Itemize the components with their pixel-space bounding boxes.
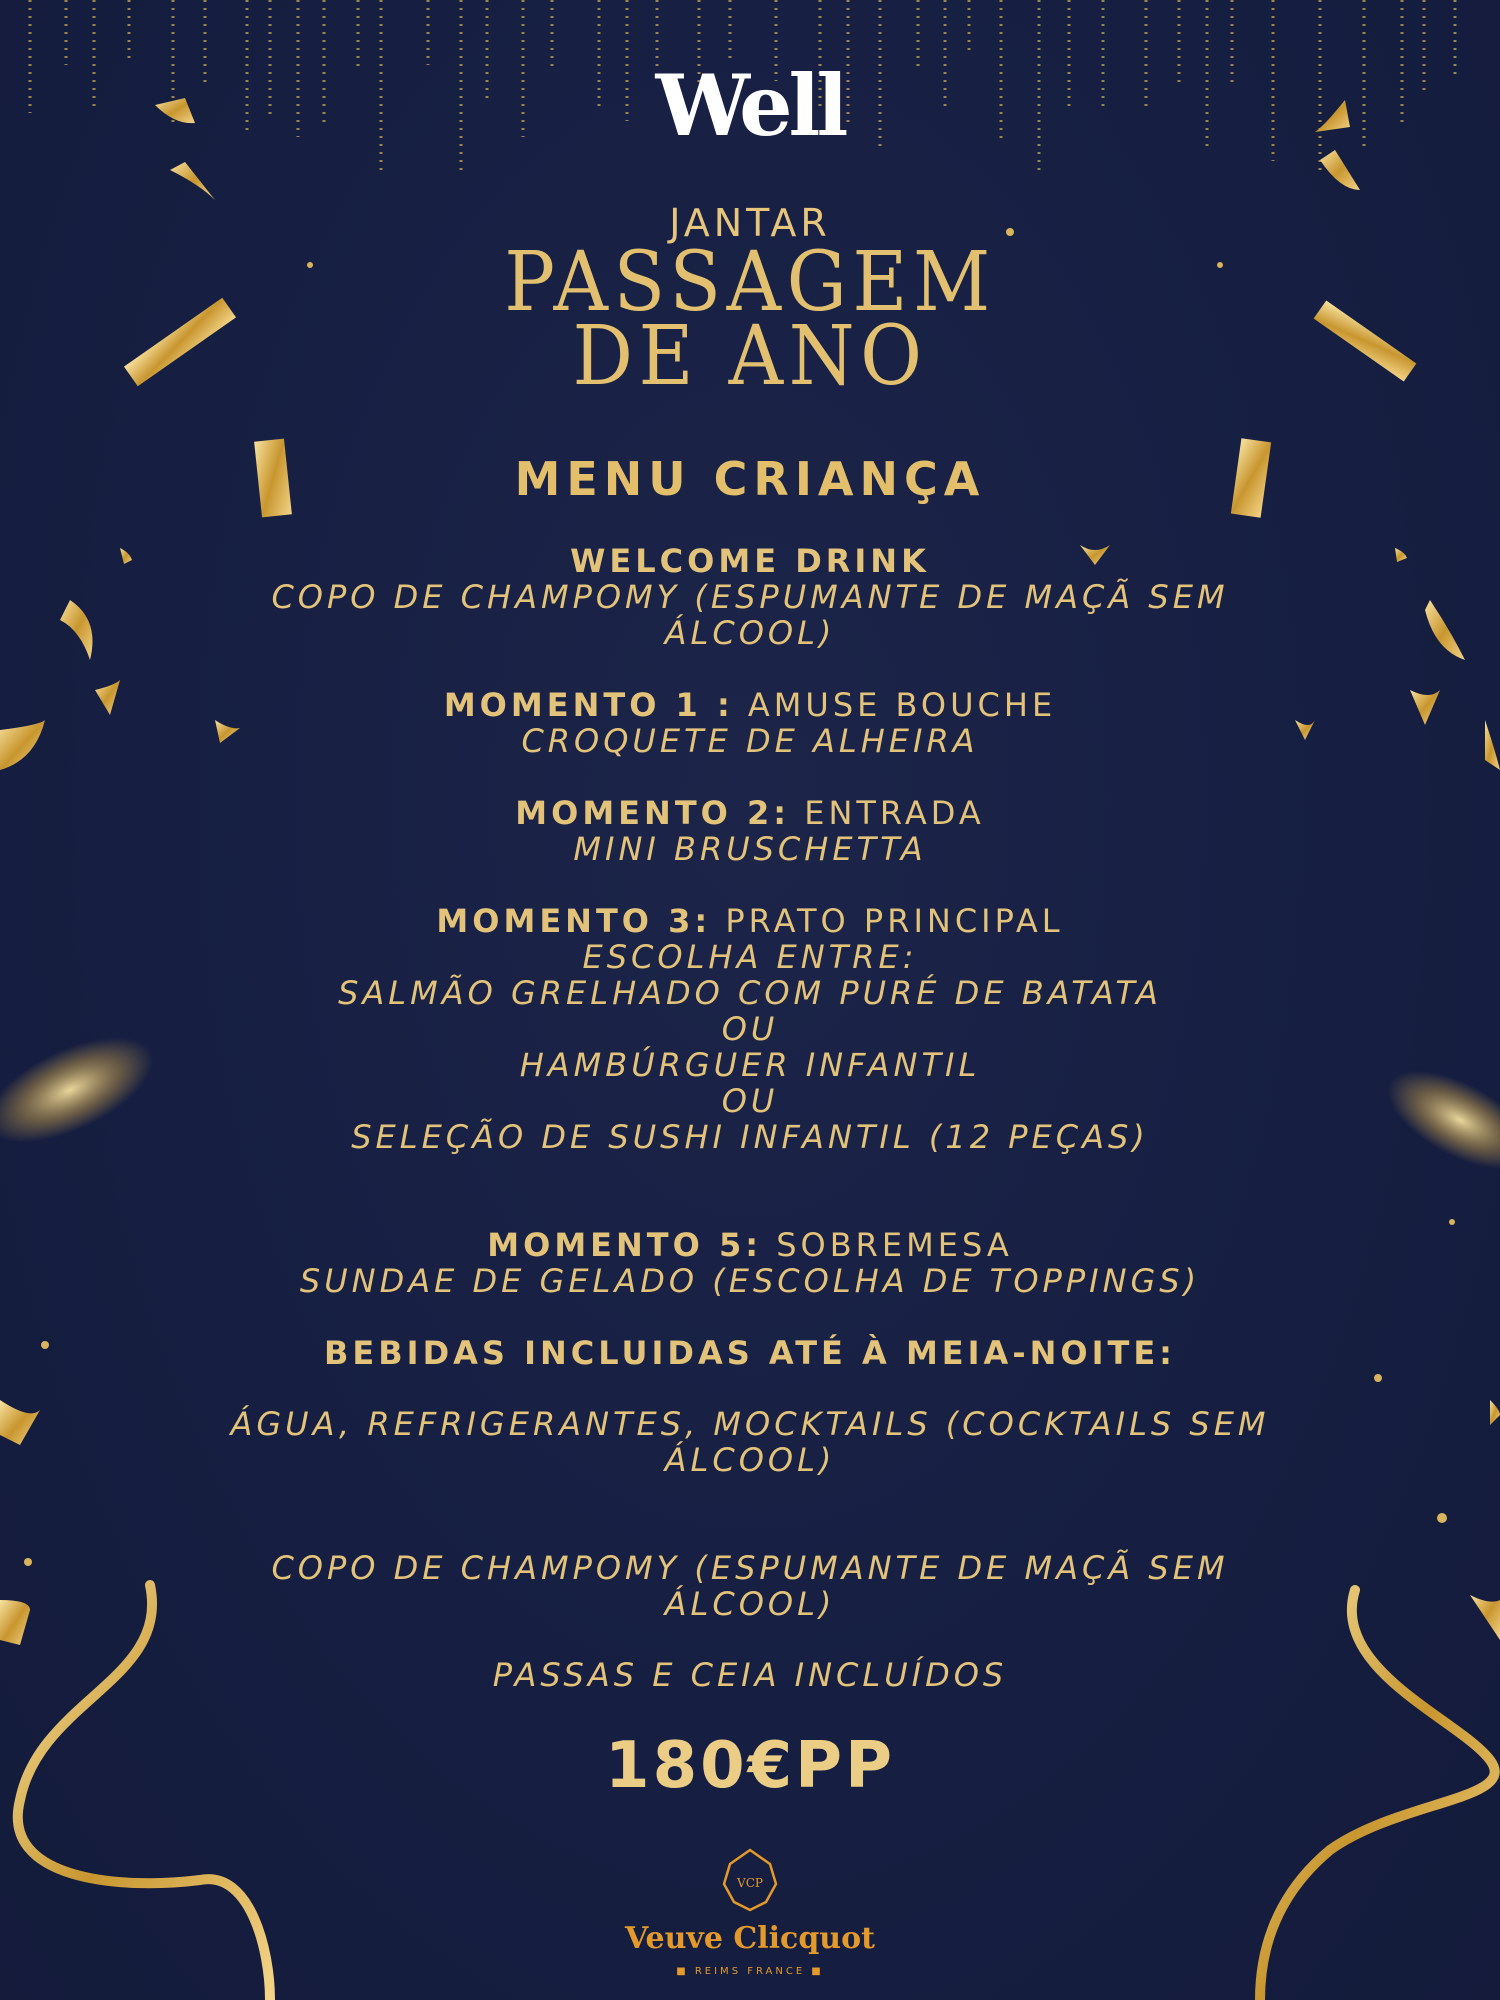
moment-1-item: CROQUETE DE ALHEIRA (521, 722, 979, 760)
moment-1-label: MOMENTO 1 : (443, 686, 734, 724)
sponsor-tagline: ■ REIMS FRANCE ■ (676, 1966, 824, 1977)
sponsor-name: Veuve Clicquot (625, 1921, 875, 1956)
brand-logo: Well (655, 56, 845, 155)
moment-2-section (160, 795, 1340, 867)
drinks-heading: BEBIDAS INCLUIDAS ATÉ À MEIA-NOITE: (324, 1334, 1176, 1372)
moment-3-heading (160, 903, 1340, 939)
moment-3-or-2: OU (721, 1082, 779, 1120)
moment-1-course: AMUSE BOUCHE (747, 686, 1057, 724)
drinks-list-line-1: ÁGUA, REFRIGERANTES, MOCKTAILS (COCKTAILS SEM (230, 1405, 1270, 1443)
moment-1-heading (160, 687, 1340, 723)
moment-3-option-1: SALMÃO GRELHADO COM PURÉ DE BATATA (338, 974, 1162, 1012)
event-title-line-2: DE ANO (572, 309, 928, 404)
moment-3-choose: ESCOLHA ENTRE: (582, 938, 918, 976)
sponsor-logo (600, 1846, 900, 1986)
welcome-drink-item-cont: ÁLCOOL) (664, 614, 836, 652)
moment-3-label: MOMENTO 3: (436, 902, 712, 940)
moment-5-item: SUNDAE DE GELADO (ESCOLHA DE TOPPINGS) (299, 1262, 1201, 1300)
moment-3-or-1: OU (721, 1010, 779, 1048)
moment-3-section (160, 903, 1340, 1155)
moment-5-course: SOBREMESA (776, 1226, 1013, 1264)
moment-5-heading (160, 1227, 1340, 1263)
price: 180€PP (605, 1729, 895, 1803)
drinks-list (160, 1406, 1340, 1478)
toast-line-2: ÁLCOOL) (664, 1585, 836, 1623)
toast-line-1: COPO DE CHAMPOMY (ESPUMANTE DE MAÇÃ SEM (271, 1549, 1229, 1587)
moment-2-item: MINI BRUSCHETTA (573, 830, 927, 868)
moment-3-course: PRATO PRINCIPAL (725, 902, 1064, 940)
event-title-line-1: PASSAGEM (504, 235, 996, 330)
menu-heading: MENU CRIANÇA (514, 452, 986, 506)
event-title (60, 235, 1440, 404)
drinks-list-line-2: ÁLCOOL) (664, 1441, 836, 1479)
moment-2-heading (160, 795, 1340, 831)
welcome-drink-label: WELCOME DRINK (570, 542, 930, 580)
moment-3-option-2: HAMBÚRGUER INFANTIL (519, 1046, 981, 1084)
toast-section (160, 1550, 1340, 1622)
moment-2-label: MOMENTO 2: (515, 794, 791, 832)
extras-text: PASSAS E CEIA INCLUÍDOS (492, 1656, 1008, 1694)
moment-3-option-3: SELEÇÃO DE SUSHI INFANTIL (12 PEÇAS) (351, 1118, 1149, 1156)
welcome-drink-item: COPO DE CHAMPOMY (ESPUMANTE DE MAÇÃ SEM (271, 578, 1229, 616)
moment-2-course: ENTRADA (804, 794, 985, 832)
drinks-section (160, 1335, 1340, 1371)
moment-5-section (160, 1227, 1340, 1299)
sponsor-emblem-text: VCP (737, 1876, 763, 1890)
moment-1-section (160, 687, 1340, 759)
moment-5-label: MOMENTO 5: (487, 1226, 763, 1264)
extras-section (160, 1657, 1340, 1693)
event-kicker: JANTAR (669, 201, 831, 245)
welcome-drink-section (160, 543, 1340, 651)
